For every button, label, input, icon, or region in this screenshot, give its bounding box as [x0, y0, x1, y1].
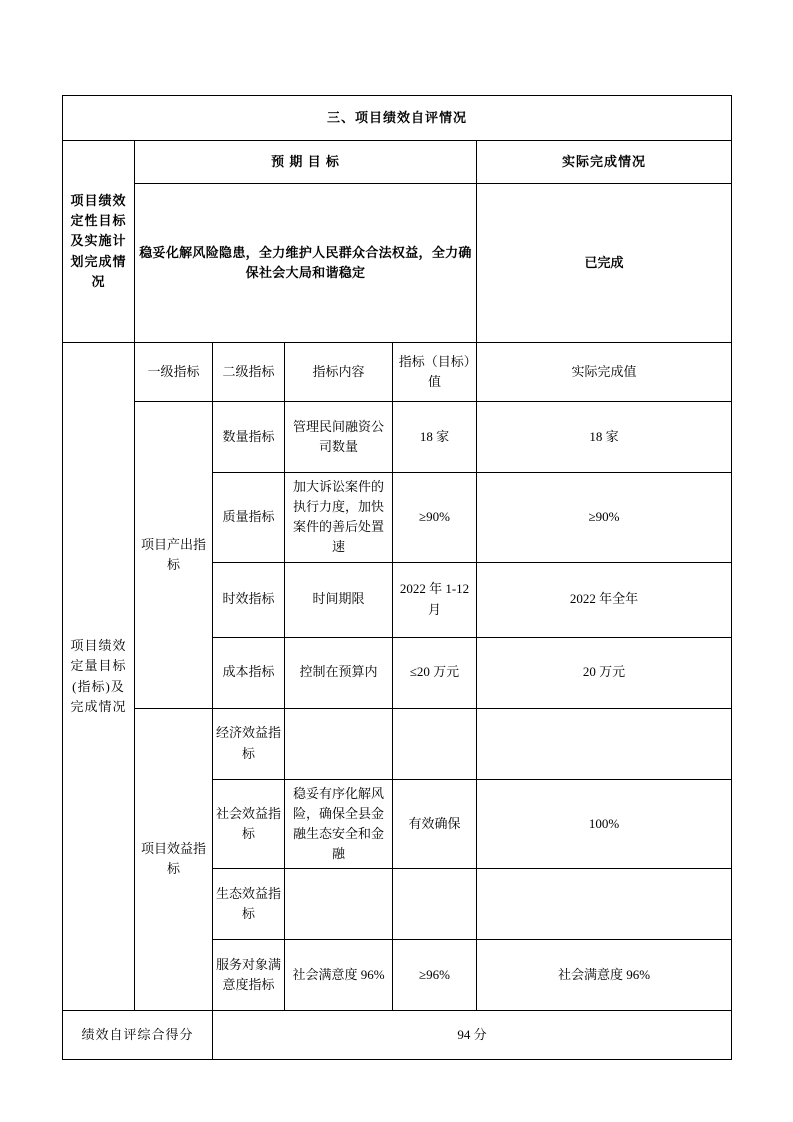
indicator-level2: 数量指标 [213, 402, 285, 473]
indicator-content: 管理民间融资公司数量 [285, 402, 393, 473]
indicator-actual: 20 万元 [477, 637, 732, 708]
indicator-actual [477, 869, 732, 940]
indicator-content: 社会满意度 96% [285, 940, 393, 1011]
performance-self-evaluation-table [62, 95, 732, 1060]
score-value: 94 分 [213, 1011, 732, 1060]
indicator-content [285, 708, 393, 779]
indicator-target: ≥90% [393, 473, 477, 563]
quantitative-header-row [63, 343, 732, 402]
quantitative-row-label: 项目绩效定量目标(指标)及完成情况 [63, 343, 135, 1011]
column-header-level1: 一级指标 [135, 343, 213, 402]
column-header-content: 指标内容 [285, 343, 393, 402]
indicator-content: 时间期限 [285, 562, 393, 637]
table-row [63, 708, 732, 779]
indicator-actual: 100% [477, 779, 732, 869]
header-row [63, 141, 732, 184]
qualitative-actual: 已完成 [477, 184, 732, 343]
indicator-target: 2022 年 1-12 月 [393, 562, 477, 637]
indicator-actual: 社会满意度 96% [477, 940, 732, 1011]
qualitative-row-label: 项目绩效定性目标及实施计划完成情况 [63, 141, 135, 343]
indicator-level2: 生态效益指标 [213, 869, 285, 940]
indicator-content: 控制在预算内 [285, 637, 393, 708]
actual-completion-header: 实际完成情况 [477, 141, 732, 184]
indicator-actual: 2022 年全年 [477, 562, 732, 637]
column-header-actual: 实际完成值 [477, 343, 732, 402]
table-row [63, 402, 732, 473]
table-title-row [63, 96, 732, 141]
indicator-target: 有效确保 [393, 779, 477, 869]
group-label-output: 项目产出指标 [135, 402, 213, 709]
qualitative-expected: 稳妥化解风险隐患，全力维护人民群众合法权益，全力确保社会大局和谐稳定 [135, 184, 477, 343]
indicator-content: 加大诉讼案件的执行力度，加快案件的善后处置速 [285, 473, 393, 563]
indicator-level2: 经济效益指标 [213, 708, 285, 779]
indicator-target: ≤20 万元 [393, 637, 477, 708]
indicator-level2: 社会效益指标 [213, 779, 285, 869]
indicator-content [285, 869, 393, 940]
indicator-target [393, 708, 477, 779]
qualitative-row [63, 184, 732, 343]
indicator-content: 稳妥有序化解风险，确保全县金融生态安全和金融 [285, 779, 393, 869]
indicator-level2: 服务对象满意度指标 [213, 940, 285, 1011]
indicator-level2: 时效指标 [213, 562, 285, 637]
indicator-actual: 18 家 [477, 402, 732, 473]
column-header-level2: 二级指标 [213, 343, 285, 402]
column-header-target: 指标（目标）值 [393, 343, 477, 402]
score-label: 绩效自评综合得分 [63, 1011, 213, 1060]
indicator-target: ≥96% [393, 940, 477, 1011]
indicator-actual [477, 708, 732, 779]
indicator-actual: ≥90% [477, 473, 732, 563]
group-label-benefit: 项目效益指标 [135, 708, 213, 1011]
indicator-level2: 质量指标 [213, 473, 285, 563]
score-row [63, 1011, 732, 1060]
indicator-target [393, 869, 477, 940]
indicator-level2: 成本指标 [213, 637, 285, 708]
indicator-target: 18 家 [393, 402, 477, 473]
section-title: 三、项目绩效自评情况 [63, 96, 732, 141]
expected-target-header: 预 期 目 标 [135, 141, 477, 184]
